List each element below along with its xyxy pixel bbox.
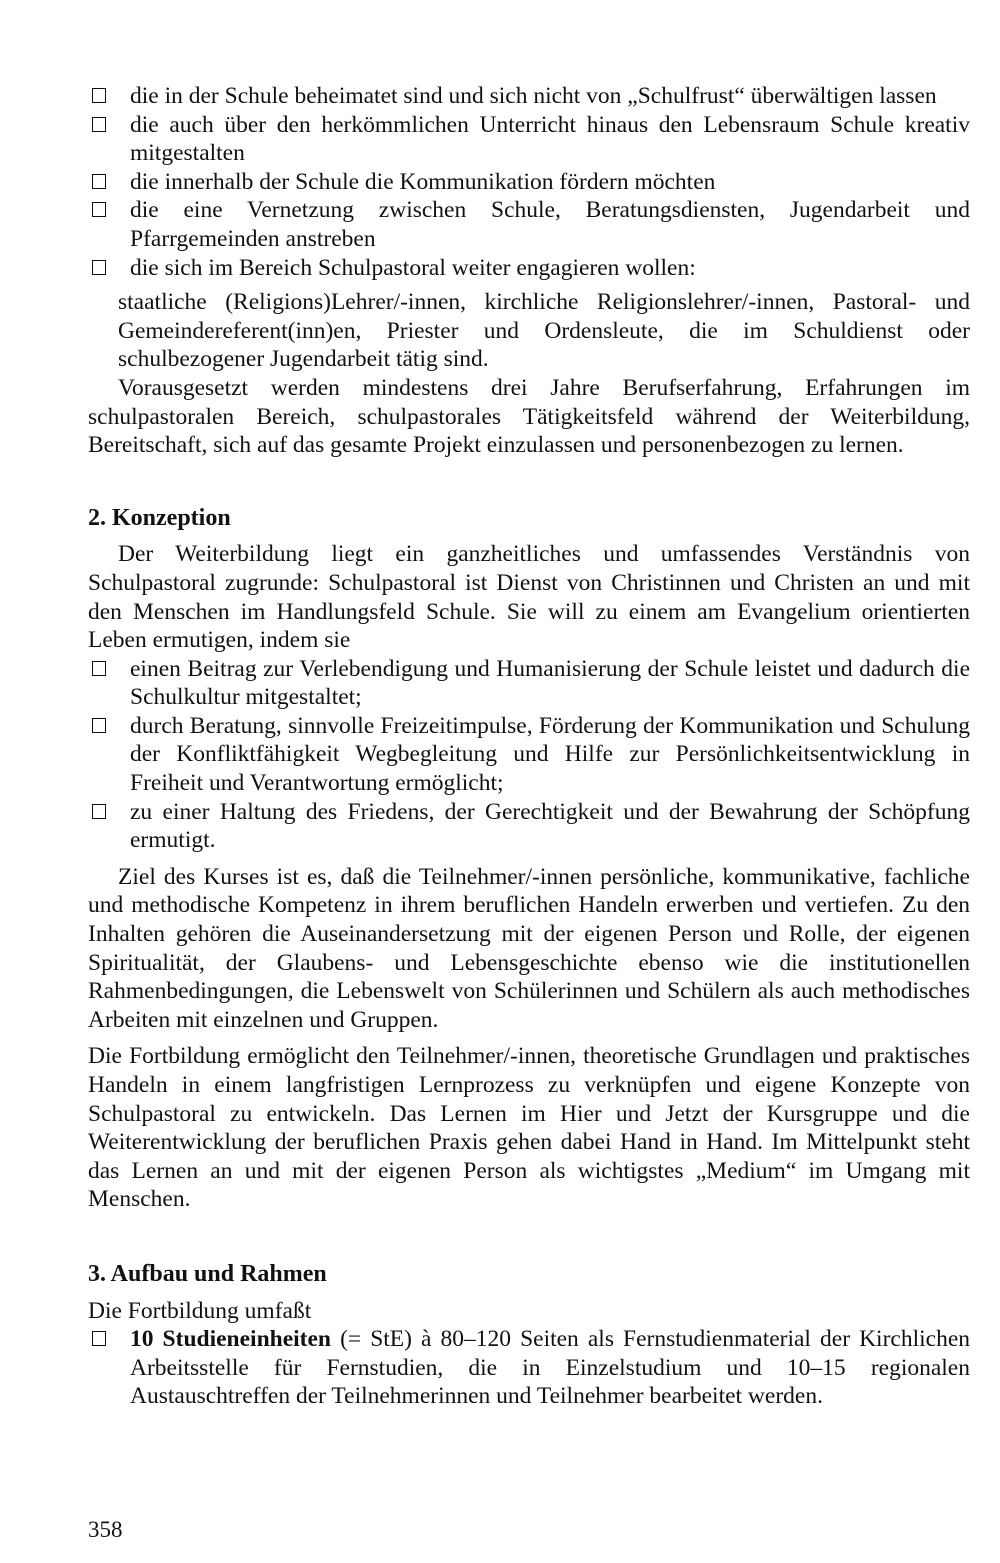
section-heading: 3. Aufbau und Rahmen [88, 1260, 327, 1287]
enables-paragraph: Die Fortbildung ermöglicht den Teilnehmer/-innen, theoretische Grundlagen und praktisches Handeln in einem langfristigen Lernprozess zu verknüpfen und eigene Konzepte von Schulpastoral zu entwickeln. Das Lernen im Hier und Jetzt der Kursgruppe und die Weiterentwicklung der beruflichen Praxis gehen dabei Hand in Hand. Im Mittelpunkt steht das Lernen an und mit der eigenen Person als wichtigstes „Medium“ im Umgang mit Menschen. [88, 1043, 970, 1213]
list-item [88, 1325, 970, 1411]
list-item [88, 168, 970, 197]
checkbox-bullet-icon [92, 202, 106, 217]
target-group-paragraph: staatliche (Religions)Lehrer/-innen, kirchliche Religionslehrer/-innen, Pastoral- und Gemeindereferent(inn)en, Priester und Ordensleute, die im Schuldienst oder schulbezogener Jugendarbeit tätig sind. [118, 289, 970, 373]
checkbox-bullet-icon [92, 1331, 106, 1346]
list-item-text: die in der Schule beheimatet sind und sich nicht von „Schulfrust“ überwältigen lassen [130, 83, 937, 109]
list-item [88, 254, 970, 283]
list-item [88, 655, 970, 712]
list-item [88, 82, 970, 111]
checkbox-bullet-icon [92, 174, 106, 189]
list-item-text: die innerhalb der Schule die Kommunikation fördern möchten [130, 168, 716, 195]
page-number: 358 [88, 1517, 123, 1542]
section-intro-paragraph: Die Fortbildung umfaßt [88, 1297, 312, 1324]
section-heading: 2. Konzeption [88, 504, 231, 531]
checkbox-bullet-icon [92, 260, 106, 275]
prerequisites-paragraph: Vorausgesetzt werden mindestens drei Jahre Berufserfahrung, Erfahrungen im schulpastoralen Bereich, schulpastorales Tätigkeitsfeld während der Weiterbildung, Bereitschaft, sich auf das gesamte Projekt einzulassen und personenbezogen zu lernen. [88, 374, 970, 459]
list-item-text: die sich im Bereich Schulpastoral weiter engagieren wollen: [130, 254, 696, 281]
goal-paragraph: Ziel des Kurses ist es, daß die Teilnehmer/-innen persönliche, kommunikative, fachliche und methodische Kompetenz in ihrem beruflichen Handeln erwerben und vertiefen. Zu den Inhalten gehören die Auseinandersetzung mit der eigenen Person und Rolle, der eigenen Spiritualität, der Glaubens- und Lebensgeschichte ebenso wie die institutionellen Rahmenbedingungen, die Lebenswelt von Schülerinnen und Schülern als auch methodisches Arbeiten mit einzelnen und Gruppen. [88, 863, 970, 1033]
list-item-text: zu einer Haltung des Friedens, der Gerechtigkeit und der Bewahrung der Schöpfung ermutigt. [130, 798, 970, 854]
list-item-text: die auch über den herkömmlichen Unterricht hinaus den Lebensraum Schule kreativ mitgestalten [130, 111, 970, 167]
list-item-text: die eine Vernetzung zwischen Schule, Beratungsdiensten, Jugendarbeit und Pfarrgemeinden anstreben [130, 197, 970, 252]
list-item-text: einen Beitrag zur Verlebendigung und Humanisierung der Schule leistet und dadurch die Schulkultur mitgestaltet; [130, 655, 970, 711]
list-item [88, 798, 970, 855]
list-item [88, 196, 970, 253]
list-item [88, 712, 970, 798]
list-item-text: durch Beratung, sinnvolle Freizeitimpulse, Förderung der Kommunikation und Schulung der Konfliktfähigkeit Wegbegleitung und Hilfe zur Persönlichkeitsentwicklung in Freiheit und Verantwortung ermöglicht; [130, 712, 970, 797]
list-item [88, 111, 970, 168]
checkbox-bullet-icon [92, 117, 106, 132]
section-intro-paragraph: Der Weiterbildung liegt ein ganzheitliches und umfassendes Verständnis von Schulpastoral zugrunde: Schulpastoral ist Dienst von Christinnen und Christen an und mit den Menschen im Handlungsfeld Schule. Sie will zu einem am Evangelium orientierten Leben ermutigen, indem sie [88, 541, 970, 654]
checkbox-bullet-icon [92, 804, 106, 819]
checkbox-bullet-icon [92, 718, 106, 733]
checkbox-bullet-icon [92, 661, 106, 676]
list-item-text: (= StE) à 80–120 Seiten als Fernstudienmaterial der Kirchlichen Arbeitsstelle für Fernstudien, die in Einzelstudium und 10–15 regionalen Austauschtreffen der Teilnehmerinnen und Teilnehmer bearbeitet werden. [130, 1326, 970, 1410]
checkbox-bullet-icon [92, 88, 106, 103]
page-body [88, 82, 970, 1411]
study-units-label: 10 Studieneinheiten [130, 1326, 332, 1353]
